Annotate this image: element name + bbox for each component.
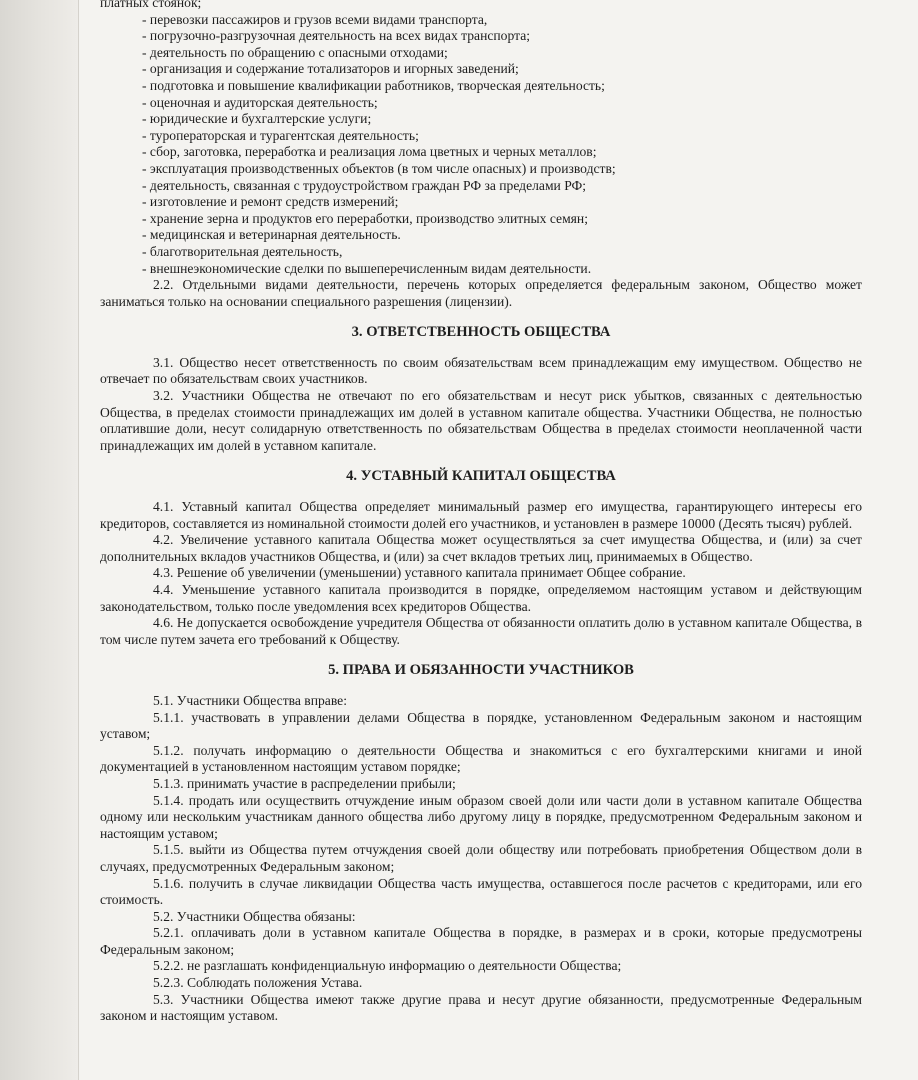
list-item: - оценочная и аудиторская деятельность; bbox=[142, 94, 378, 110]
paragraph-5-1-1: 5.1.1. участвовать в управлении делами Общества в порядке, установленном Федеральным законом и настоящим уставом; bbox=[100, 709, 862, 742]
continued-line: платных стоянок; bbox=[100, 0, 202, 10]
list-item: - организация и содержание тотализаторов и игорных заведений; bbox=[142, 61, 519, 77]
list-item: - погрузочно-разгрузочная деятельность на всех видах транспорта; bbox=[142, 28, 531, 44]
list-item: - хранение зерна и продуктов его переработки, производство элитных семян; bbox=[142, 210, 588, 226]
paragraph-5-1-3: 5.1.3. принимать участие в распределении прибыли; bbox=[153, 775, 456, 791]
paragraph-5-1-4: 5.1.4. продать или осуществить отчуждение иным образом своей доли или части доли в уставном капитале Общества одному или нескольким участникам данного общества либо другому лицу в порядке, предусмотренном Федеральным законом и настоящим уставом; bbox=[100, 792, 862, 841]
document-page bbox=[100, 0, 862, 1025]
section-4-heading: 4. УСТАВНЫЙ КАПИТАЛ ОБЩЕСТВА bbox=[346, 468, 616, 485]
list-item: - изготовление и ремонт средств измерений; bbox=[142, 194, 399, 210]
paragraph-5-2: 5.2. Участники Общества обязаны: bbox=[153, 908, 356, 924]
activity-list bbox=[100, 12, 862, 278]
paragraph-4-1: 4.1. Уставный капитал Общества определяет минимальный размер его имущества, гарантирующего интересы его кредиторов, составляется из номинальной стоимости долей его участников, и установлен в размере 10000 (Десять тысяч) рублей. bbox=[100, 499, 862, 531]
list-item: - деятельность по обращению с опасными отходами; bbox=[142, 44, 448, 60]
paragraph-5-2-1: 5.2.1. оплачивать доли в уставном капитале Общества в порядке, в размерах и в сроки, которые предусмотрены Федеральным законом; bbox=[100, 925, 862, 957]
paragraph-4-3: 4.3. Решение об увеличении (уменьшении) уставного капитала принимает Общее собрание. bbox=[153, 565, 686, 581]
list-item: - внешнеэкономические сделки по вышеперечисленным видам деятельности. bbox=[142, 260, 592, 276]
list-item: - благотворительная деятельность, bbox=[142, 243, 343, 259]
paragraph-5-2-2: 5.2.2. не разглашать конфиденциальную информацию о деятельности Общества; bbox=[153, 958, 622, 974]
paragraph-4-2: 4.2. Увеличение уставного капитала Общества может осуществляться за счет имущества Общества, и (или) за счет дополнительных вкладов участников Общества, и (или) за счет вкладов третьих лиц, принимаемых в Общество. bbox=[100, 532, 862, 564]
paragraph-5-1: 5.1. Участники Общества вправе: bbox=[153, 692, 347, 708]
paragraph-4-6: 4.6. Не допускается освобождение учредителя Общества от обязанности оплатить долю в уставном капитале Общества, в том числе путем зачета его требований к Обществу. bbox=[100, 615, 862, 647]
section-5-heading: 5. ПРАВА И ОБЯЗАННОСТИ УЧАСТНИКОВ bbox=[328, 662, 634, 679]
list-item: - перевозки пассажиров и грузов всеми видами транспорта, bbox=[142, 11, 488, 27]
list-item: - деятельность, связанная с трудоустройством граждан РФ за пределами РФ; bbox=[142, 177, 587, 193]
paragraph-5-2-3: 5.2.3. Соблюдать положения Устава. bbox=[153, 975, 363, 991]
list-item: - медицинская и ветеринарная деятельность. bbox=[142, 227, 401, 243]
list-item: - подготовка и повышение квалификации работников, творческая деятельность; bbox=[142, 77, 605, 93]
list-item: - эксплуатация производственных объектов (в том числе опасных) и производств; bbox=[142, 160, 616, 176]
paragraph-5-1-5: 5.1.5. выйти из Общества путем отчуждения своей доли обществу или потребовать приобретения Обществом доли в случаях, предусмотренных Федеральным законом; bbox=[100, 842, 862, 874]
paragraph-3-2: 3.2. Участники Общества не отвечают по его обязательствам и несут риск убытков, связанных с деятельностью Общества, в пределах стоимости принадлежащих им долей в уставном капитале общества. Участники Общества, не полностью оплатившие доли, несут солидарную ответственность по обязательствам Общества в пределах стоимости неоплаченной части принадлежащих им долей в уставном капитале. bbox=[100, 388, 862, 453]
paragraph-4-4: 4.4. Уменьшение уставного капитала производится в порядке, определяемом настоящим уставом и действующим законодательством, только после уведомления всех кредиторов Общества. bbox=[100, 582, 862, 614]
list-item: - туроператорская и турагентская деятельность; bbox=[142, 127, 419, 143]
paragraph-2-2: 2.2. Отдельными видами деятельности, перечень которых определяется федеральным законом, Общество может заниматься только на основании специального разрешения (лицензии). bbox=[100, 277, 862, 309]
paragraph-5-3: 5.3. Участники Общества имеют также другие права и несут другие обязанности, предусмотренные Федеральным законом и настоящим уставом. bbox=[100, 991, 862, 1024]
list-item: - сбор, заготовка, переработка и реализация лома цветных и черных металлов; bbox=[142, 144, 597, 160]
paragraph-5-1-6: 5.1.6. получить в случае ликвидации Общества часть имущества, оставшегося после расчетов с кредиторами, или его стоимость. bbox=[100, 875, 862, 908]
page-binding-edge bbox=[0, 0, 79, 1080]
section-3-heading: 3. ОТВЕТСТВЕННОСТЬ ОБЩЕСТВА bbox=[351, 324, 611, 341]
list-item: - юридические и бухгалтерские услуги; bbox=[142, 111, 372, 127]
paragraph-3-1: 3.1. Общество несет ответственность по своим обязательствам всем принадлежащим ему имуществом. Общество не отвечает по обязательствам своих участников. bbox=[100, 354, 862, 387]
paragraph-5-1-2: 5.1.2. получать информацию о деятельности Общества и знакомиться с его бухгалтерскими книгами и иной документацией в установленном настоящим уставом порядке; bbox=[100, 742, 862, 775]
